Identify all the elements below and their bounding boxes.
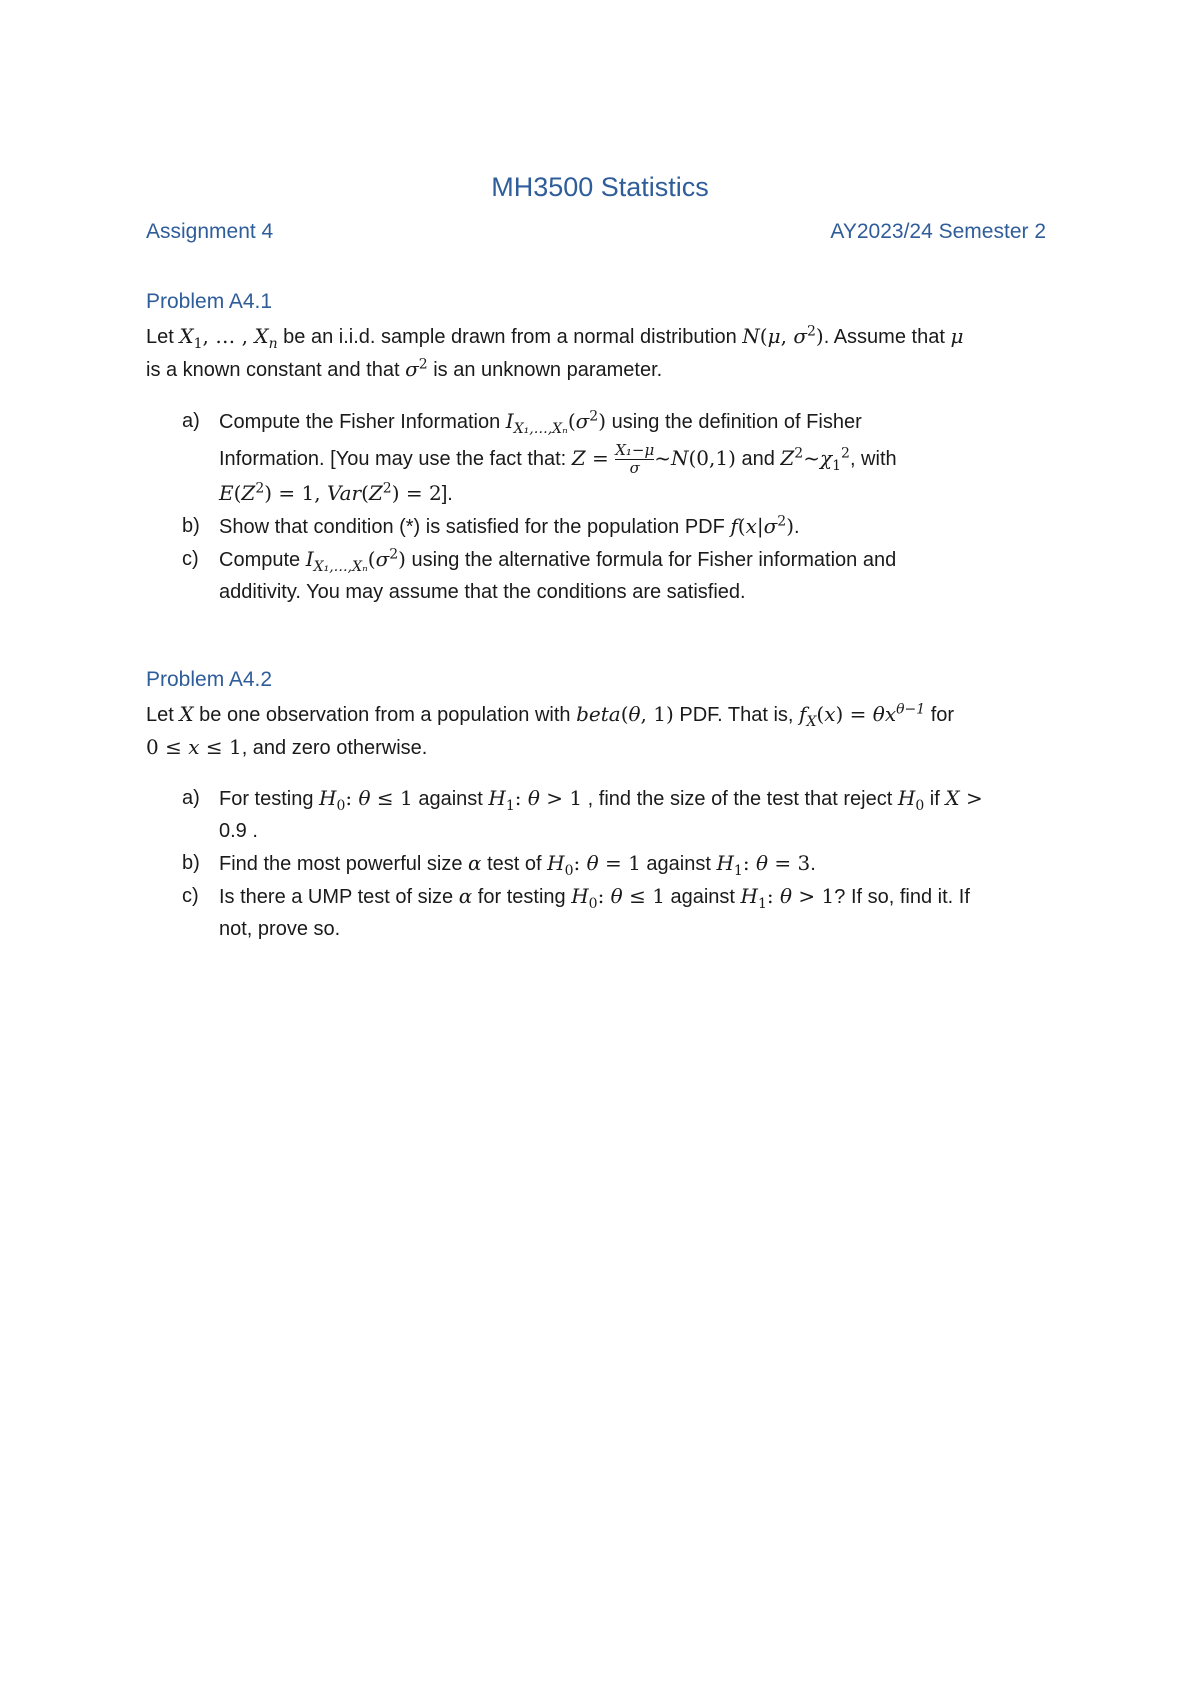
semester-label: AY2023/24 Semester 2: [830, 220, 1046, 243]
list-item: b) Show that condition (*) is satisfied for the population PDF $f(x|\sigma^2)$.: [182, 513, 800, 539]
problem-2-intro: Let X be one observation from a population with beta(θ, 1) PDF. That is, $f_X(x) = \theta x^{\theta-1}$ for 0 ≤ x ≤ 1, and zero otherwise.: [146, 701, 955, 759]
list-item: b) Find the most powerful size α test of $H_0$: θ = 1 against $H_1$: θ = 3.: [182, 851, 816, 879]
problem-1-items: [146, 405, 1066, 608]
problem-1-heading: Problem A4.1: [146, 290, 273, 313]
list-item: a) For testing $H_0$: θ ≤ 1 against $H_1$: θ > 1 , find the size of the test that reject $H_0$ if X > 0.9 .: [182, 786, 983, 842]
assignment-label: Assignment 4: [146, 220, 274, 243]
document-title: MH3500 Statistics: [491, 172, 709, 202]
subheader: [146, 220, 1046, 244]
problem-2-items: [146, 782, 1066, 945]
list-item: c) Compute $I_{X_1,\dots,X_n}(\sigma^2)$ using the alternative formula for Fisher information and additivity. You may assume that the conditions are satisfied.: [182, 546, 897, 604]
problem-2-heading: Problem A4.2: [146, 668, 273, 691]
list-item: a) Compute the Fisher Information $I_{X_1,\dots,X_n}(\sigma^2)$ using the definition of Fisher Information. [You may use the fact that: Z = $\frac{\text{X₁−μ}}{\sigma}$ ~N(0,1) and $Z^2\sim\chi_1^2$, with $E(Z^2) = 1$, $Var(Z^2) = 2$].: [182, 408, 897, 506]
list-item: c) Is there a UMP test of size α for testing $H_0$: θ ≤ 1 against $H_1$: θ > 1? If so, find it. If not, prove so.: [182, 884, 970, 940]
problem-1-intro: Let $X_1$, … , $X_n$ be an i.i.d. sample drawn from a normal distribution N(μ, $\sigma^2$). Assume that μ is a known constant and that $\sigma^2$ is an unknown parameter.: [146, 323, 964, 381]
